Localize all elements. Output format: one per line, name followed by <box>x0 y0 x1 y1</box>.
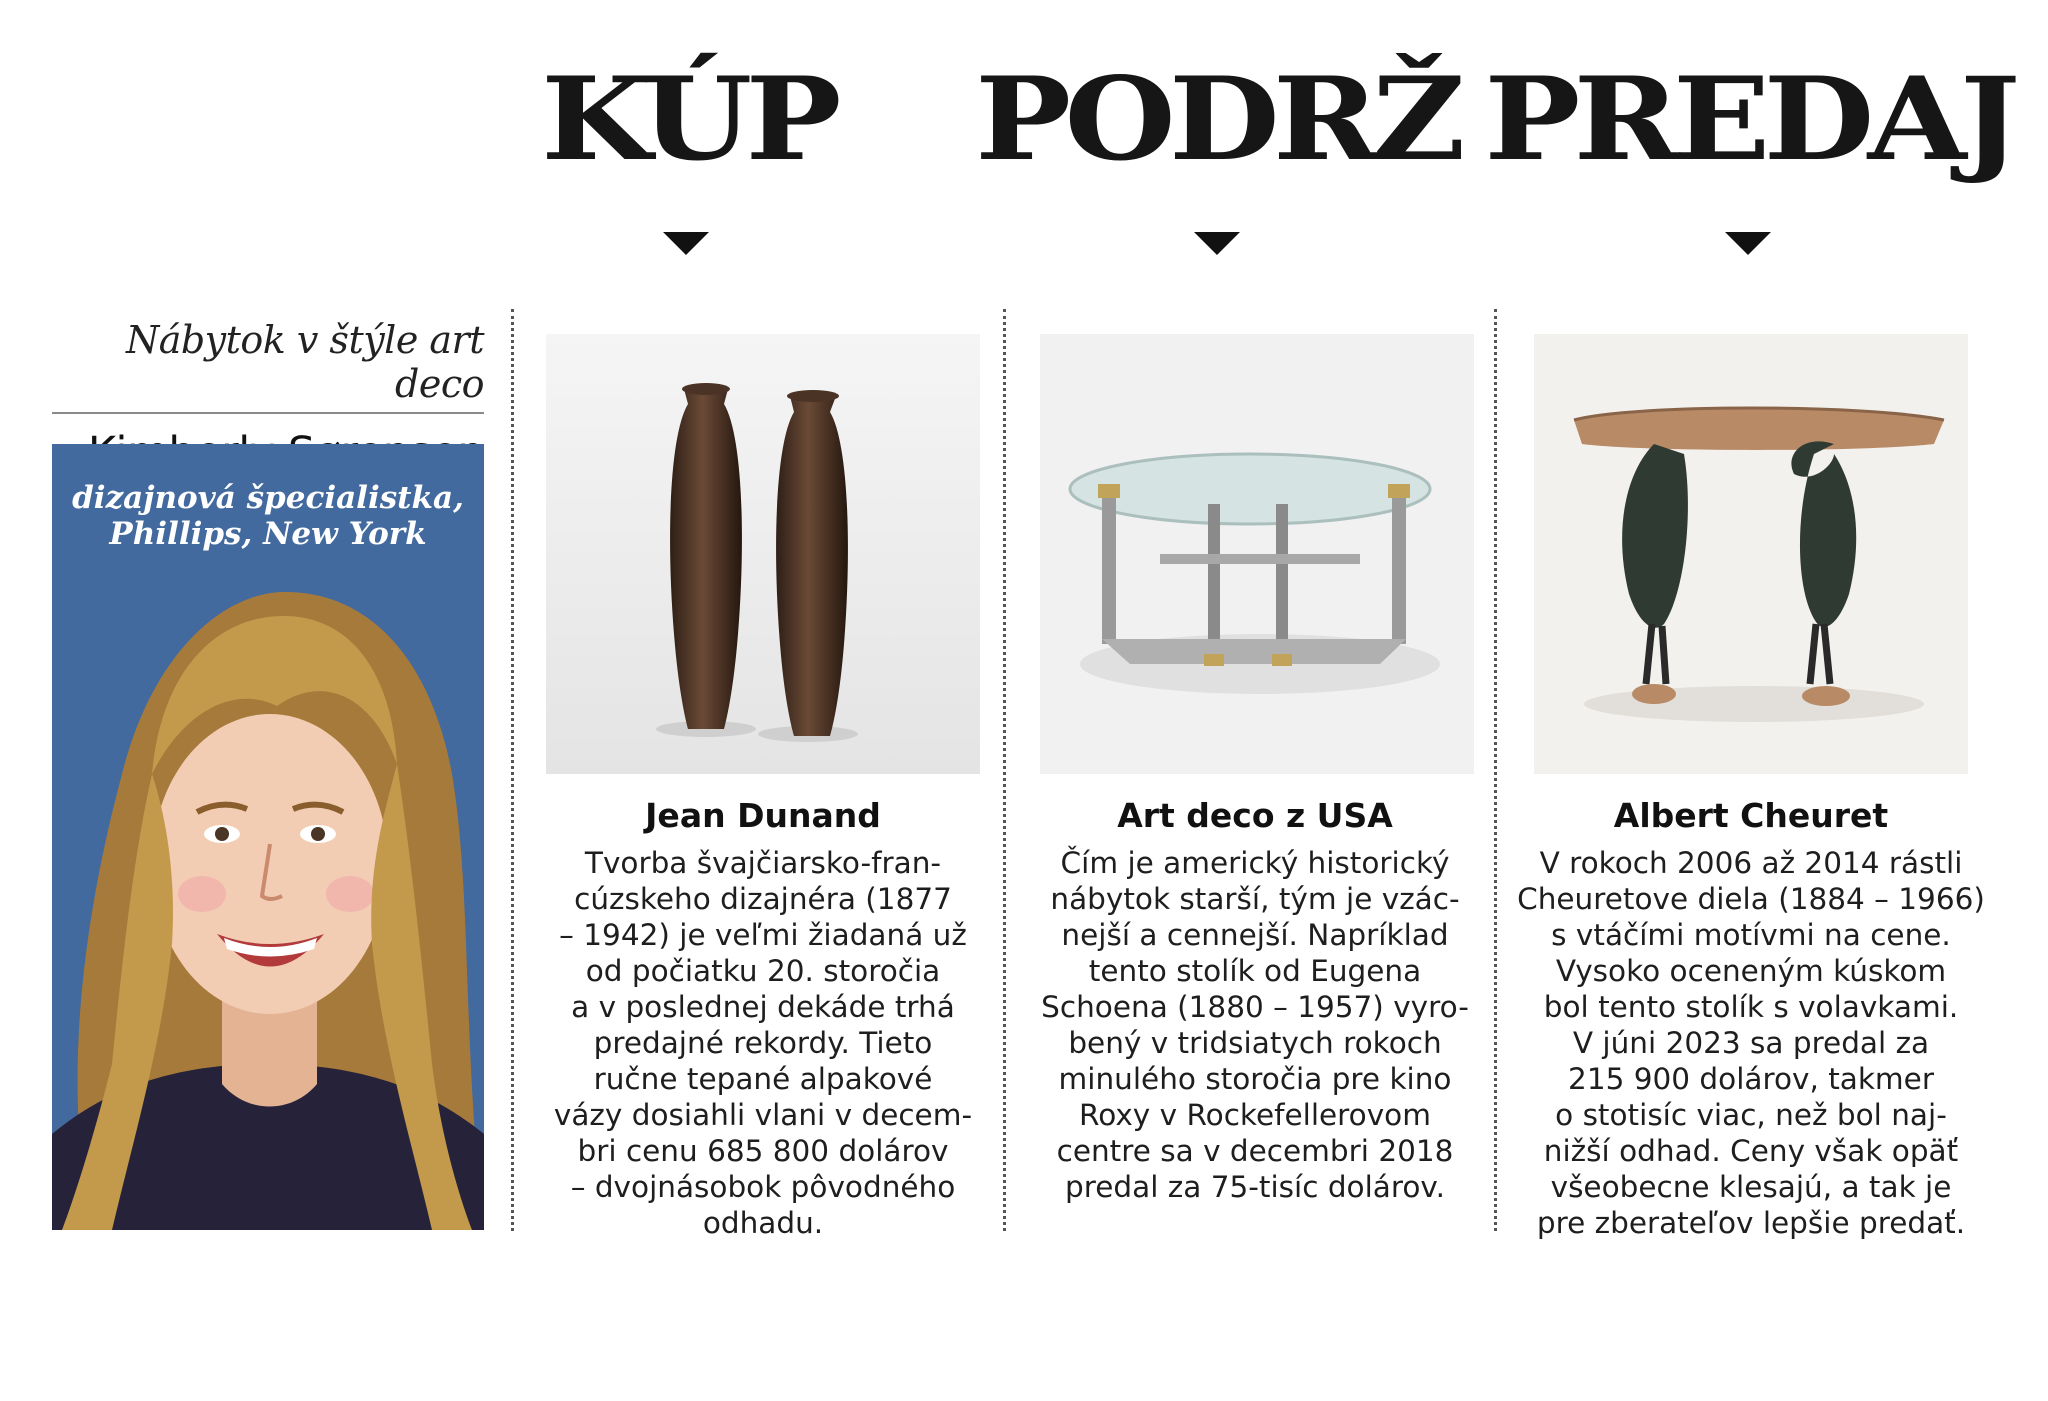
item-description: Čím je americký historický nábytok starší, tým je vzác- nejší a cennejší. Napríklad tento stolík od Eugena Schoena (1880 – 1957) vyro- bený v tridsiatych rokoch minulého storočia pre kino Roxy v Rockefellerovom centre sa v decembri 2018 predal za 75-tisíc dolárov. <box>1041 846 1469 1204</box>
arrow-down-icon <box>1194 232 1240 255</box>
expert-subject: Nábytok v štýle art deco <box>52 318 484 414</box>
glass-table-image <box>1040 334 1474 774</box>
item-title: Albert Cheuret <box>1613 796 1889 835</box>
item-title: Jean Dunand <box>645 796 881 835</box>
heading-hold: PODRŽ <box>975 52 1459 186</box>
arrow-down-icon <box>1725 232 1771 255</box>
expert-portrait <box>52 444 484 1230</box>
item-description: Tvorba švajčiarsko-fran- cúzskeho dizajnéra (1877 – 1942) je veľmi žiadaná už od počiatku 20. storočia a v poslednej dekáde trhá predajné rekordy. Tieto ručne tepané alpakové vázy dosiahli vlani v decem- bri cenu 685 800 dolárov – dvojnásobok pôvodného odhadu. <box>553 846 973 1240</box>
item-description: V rokoch 2006 až 2014 rástli Cheuretove diela (1884 – 1966) s vtáčími motívmi na cene. Vysoko oceneným kúskom bol tento stolík s volavkami. V júni 2023 sa predal za 215 900 dolárov, takmer o stotisíc viac, než bol naj- nižší odhad. Ceny však opäť všeobecne klesajú, a tak je pre zberateľov lepšie predať. <box>1517 846 1985 1240</box>
portrait-illustration <box>52 444 484 1230</box>
expert-role: dizajnová špecialistka, Phillips, New York <box>72 480 464 552</box>
column-divider <box>1494 309 1497 1231</box>
heading-buy: KÚP <box>541 52 835 186</box>
column-divider <box>1003 309 1006 1231</box>
heron-console-image <box>1534 334 1968 774</box>
item-title: Art deco z USA <box>1117 796 1393 835</box>
vases-image <box>546 334 980 774</box>
column-divider <box>511 309 514 1231</box>
heading-sell: PREDAJ <box>1484 52 2014 186</box>
arrow-down-icon <box>663 232 709 255</box>
